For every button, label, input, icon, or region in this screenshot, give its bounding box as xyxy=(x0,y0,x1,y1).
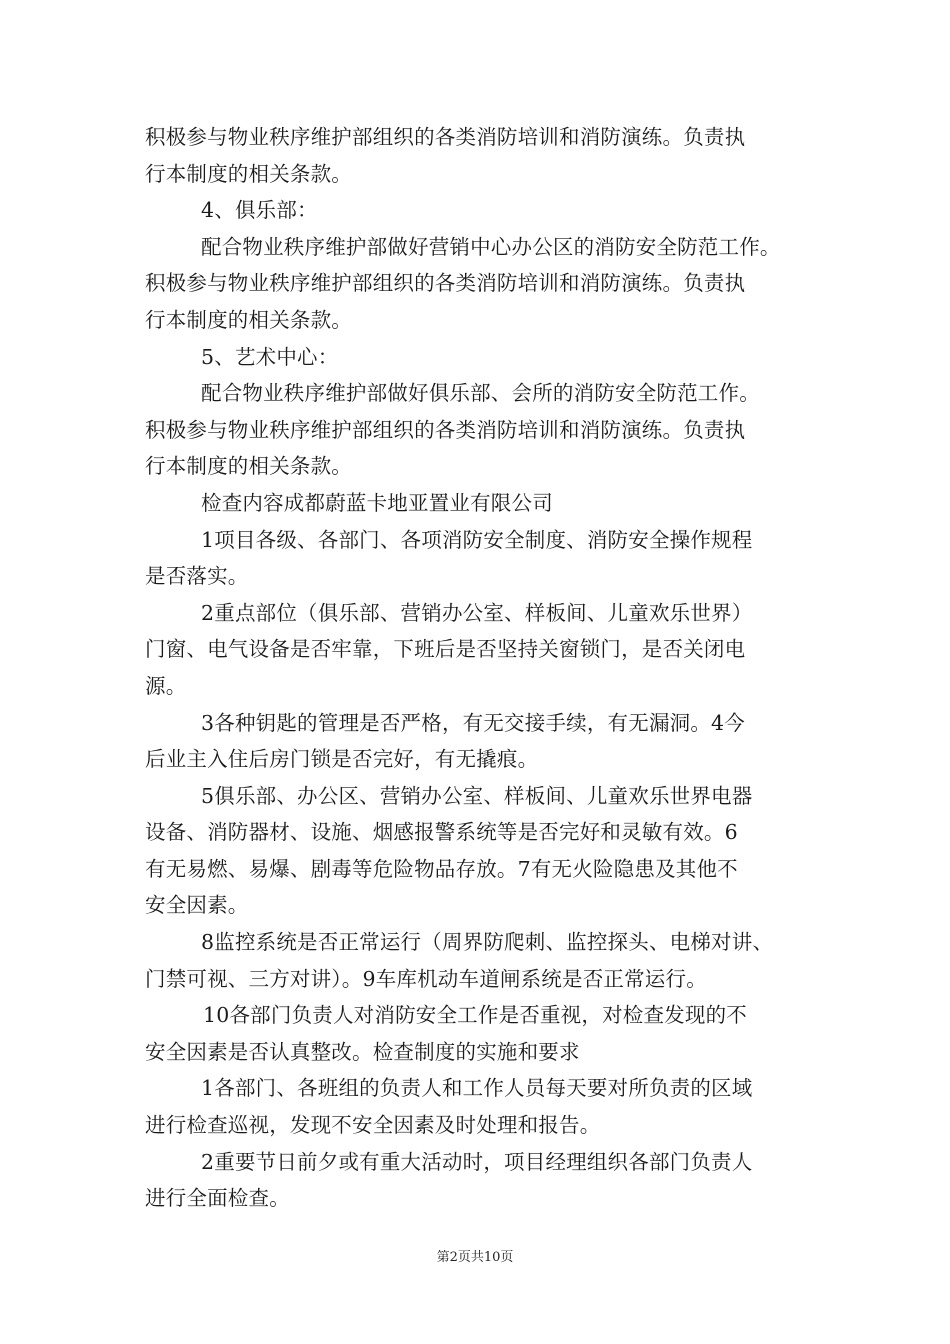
section-heading-inspection: 检查内容成都蔚蓝卡地亚置业有限公司 xyxy=(201,490,553,515)
text-line: 行本制度的相关条款。 xyxy=(145,454,352,479)
section-heading-club: 4、俱乐部： xyxy=(201,198,318,223)
text-line: 设备、消防器材、设施、烟感报警系统等是否完好和灵敏有效。6 xyxy=(145,820,738,845)
text-line: 积极参与物业秩序维护部组织的各类消防培训和消防演练。负责执 xyxy=(145,271,746,296)
text-line: 积极参与物业秩序维护部组织的各类消防培训和消防演练。负责执 xyxy=(145,125,746,149)
text-line: 后业主入住后房门锁是否完好，有无撬痕。 xyxy=(145,747,539,772)
text-line: 3各种钥匙的管理是否严格，有无交接手续，有无漏洞。4今 xyxy=(201,710,745,735)
text-line: 门窗、电气设备是否牢靠，下班后是否坚持关窗锁门，是否关闭电 xyxy=(145,637,746,662)
text-line: 配合物业秩序维护部做好营销中心办公区的消防安全防范工作。 xyxy=(201,234,781,259)
text-line: 8监控系统是否正常运行（周界防爬刺、监控探头、电梯对讲、 xyxy=(201,930,774,955)
text-line: 2重要节日前夕或有重大活动时，项目经理组织各部门负责人 xyxy=(201,1149,753,1174)
text-line: 行本制度的相关条款。 xyxy=(145,307,352,332)
text-line: 是否落实。 xyxy=(145,564,249,589)
text-line: 5俱乐部、办公区、营销办公室、样板间、儿童欢乐世界电器 xyxy=(201,783,753,808)
text-line: 源。 xyxy=(145,673,187,698)
document-body xyxy=(145,119,815,1217)
text-line: 1项目各级、各部门、各项消防安全制度、消防安全操作规程 xyxy=(201,527,753,552)
page-number-label: 第2页共10页 xyxy=(436,1250,514,1265)
page-footer xyxy=(0,1246,950,1265)
text-line: 2重点部位（俱乐部、营销办公室、样板间、儿童欢乐世界） xyxy=(201,600,753,625)
text-line: 行本制度的相关条款。 xyxy=(145,161,352,186)
section-heading-art-center: 5、艺术中心： xyxy=(201,344,339,369)
text-line: 进行检查巡视，发现不安全因素及时处理和报告。 xyxy=(145,1113,601,1138)
text-line: 门禁可视、三方对讲）。9车库机动车道闸系统是否正常运行。 xyxy=(145,966,707,991)
text-line: 1各部门、各班组的负责人和工作人员每天要对所负责的区域 xyxy=(201,1076,753,1101)
text-line: 安全因素是否认真整改。检查制度的实施和要求 xyxy=(145,1039,580,1064)
text-line: 10各部门负责人对消防安全工作是否重视，对检查发现的不 xyxy=(203,1003,747,1028)
text-line: 积极参与物业秩序维护部组织的各类消防培训和消防演练。负责执 xyxy=(145,417,746,442)
text-line: 安全因素。 xyxy=(145,893,249,918)
text-line: 有无易燃、易爆、剧毒等危险物品存放。7有无火险隐患及其他不 xyxy=(145,856,738,881)
text-line: 进行全面检查。 xyxy=(145,1186,290,1211)
text-line: 配合物业秩序维护部做好俱乐部、会所的消防安全防范工作。 xyxy=(201,381,760,406)
